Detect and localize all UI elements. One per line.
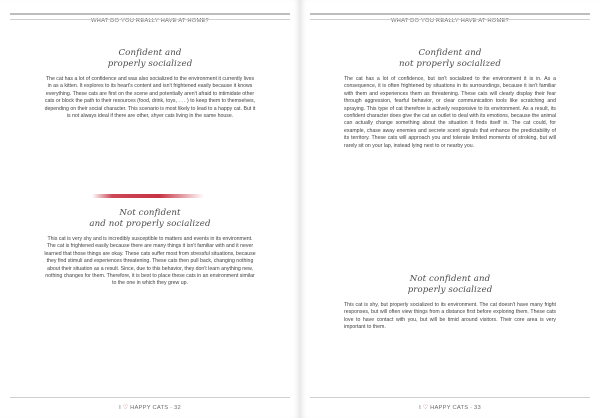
- section-body: This cat is very shy and is incredibly susceptible to matters and events in its environment. The cat is frightened easily because there are many things it isn't familiar with and it never learned that those things are okay. These cats suffer most from stressful situations, because they find stimuli and experiences threatening. These cats then pull back, changing nothing about their situation as a result. Since, due to this behavior, they don't learn anything new, nothing changes for them. Therefore, it is best to place these cats in an environment similar to the one in which they grew up.: [44, 236, 256, 287]
- section-confident-socialized: [44, 48, 256, 120]
- section-heading: [44, 48, 256, 69]
- section-heading: [344, 48, 556, 69]
- heading-line-1: Confident and: [418, 48, 482, 58]
- heart-icon: ♡: [422, 405, 429, 411]
- heart-icon: ♡: [122, 405, 129, 411]
- heading-line-2: properly socialized: [407, 284, 493, 295]
- footer-prefix: I: [419, 405, 421, 411]
- heading-line-2: not properly socialized: [399, 58, 501, 69]
- bottom-rule-right: [310, 397, 590, 398]
- brush-stroke-divider: [92, 194, 204, 198]
- section-body: The cat has a lot of confidence, but isn't socialized to the environment it is in. As a consequence, it is often frightened by situations in its surroundings, because it isn't familiar with them and experiences them as threatening. These cats will clearly display their fear through aggression, fearful behavior, or clear communication tools like scratching and spraying. This type of cat therefore is actively responsive to its environment. As a result, its confident character does give the cat an outlet to deal with its emotions, because the animal can actually change something about the situation it finds itself in. The cat could, for example, chase away enemies and secrete scent signals that enhance the predictability of its territory. These cats will approach you and tolerate limited moments of stroking, but will rarely sit on your lap, instead lying next to or nearby you.: [344, 76, 556, 149]
- heading-line-2: properly socialized: [107, 58, 193, 69]
- section-body: The cat has a lot of confidence and was also socialized to the environment it currently lives in as a kitten. It explores to its heart's content and isn't frightened easily because it knows everything. These cats are first on the scene and potentially aren't afraid to intimidate other cats or block the path to their resources (food, drink, toys, . . . ) to keep them to themselves, depending on their social character. This scenario is most likely to lead to a happy cat. But it is not always ideal if there are other, shyer cats living in the same house.: [44, 76, 256, 120]
- section-not-confident-not-socialized: [44, 208, 256, 288]
- running-head-right: [310, 13, 590, 24]
- section-heading: [44, 208, 256, 229]
- top-rule-right: [310, 19, 590, 20]
- section-confident-not-socialized: [344, 48, 556, 150]
- page-footer-left: [0, 404, 300, 411]
- section-not-confident-socialized: [344, 274, 556, 332]
- heading-line-1: Not confident: [119, 208, 181, 218]
- running-title-right: WHAT DO YOU REALLY HAVE AT HOME?: [385, 18, 515, 24]
- heading-line-2: and not properly socialized: [89, 218, 211, 229]
- footer-title: HAPPY CATS · 32: [130, 405, 181, 411]
- top-rule-left: [10, 19, 290, 20]
- footer-title: HAPPY CATS · 33: [430, 405, 481, 411]
- page-footer-right: [300, 404, 600, 411]
- running-head-left: [10, 13, 290, 24]
- right-page: [300, 0, 600, 418]
- section-body: This cat is shy, but properly socialized to its environment. The cat doesn't have many fright responses, but will often view things from a distance first before exploring them. These cats love to have contact with you, but will be timid around visitors. Their core area is very important to them.: [344, 302, 556, 331]
- bottom-rule-left: [10, 397, 290, 398]
- heading-line-1: Not confident and: [409, 274, 491, 284]
- footer-prefix: I: [119, 405, 121, 411]
- heading-line-1: Confident and: [118, 48, 182, 58]
- section-heading: [344, 274, 556, 295]
- running-title-left: WHAT DO YOU REALLY HAVE AT HOME?: [85, 18, 215, 24]
